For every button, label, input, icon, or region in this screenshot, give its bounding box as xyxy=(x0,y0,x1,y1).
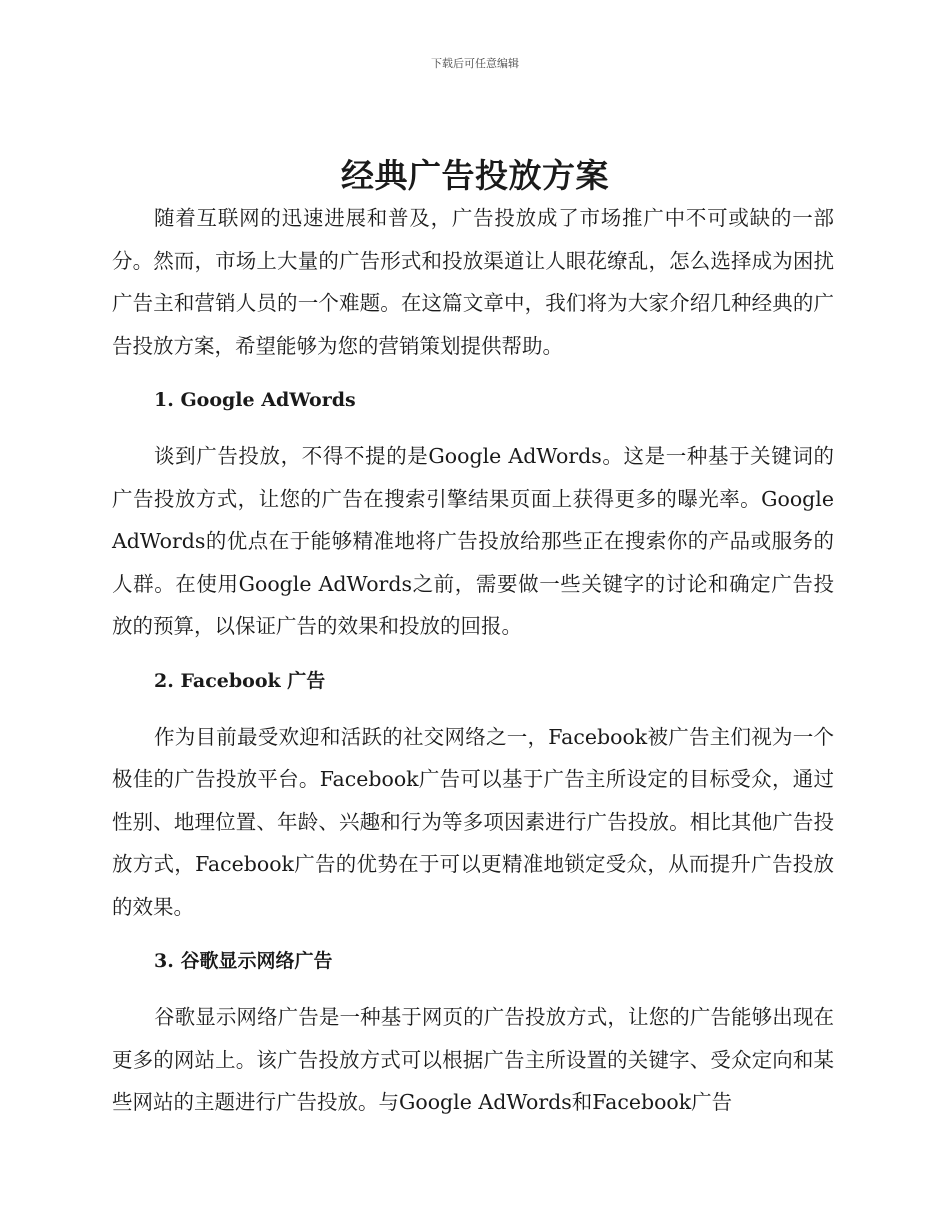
page-header-note: 下载后可任意编辑 xyxy=(431,57,519,70)
section-heading-google-adwords: 1. Google AdWords xyxy=(154,389,356,411)
section-body-facebook-ads: 作为目前最受欢迎和活跃的社交网络之一，Facebook被广告主们视为一个极佳的广告投放平台。Facebook广告可以基于广告主所设定的目标受众，通过性别、地理位置、年龄、兴趣和行为等多项因素进行广告投放。相比其他广告投放方式，Facebook广告的优势在于可以更精准地锁定受众，从而提升广告投放的效果。 xyxy=(112,724,834,919)
section-heading-facebook-ads: 2. Facebook 广告 xyxy=(154,669,326,692)
document-body xyxy=(112,197,834,1124)
section-heading-google-display-network: 3. 谷歌显示网络广告 xyxy=(154,950,333,972)
document-title: 经典广告投放方案 xyxy=(341,156,609,195)
section-body-google-display-network: 谷歌显示网络广告是一种基于网页的广告投放方式，让您的广告能够出现在更多的网站上。该广告投放方式可以根据广告主所设置的关键字、受众定向和某些网站的主题进行广告投放。与Google AdWords和Facebook广告 xyxy=(112,1005,834,1114)
section-body-google-adwords: 谈到广告投放，不得不提的是Google AdWords。这是一种基于关键词的广告投放方式，让您的广告在搜索引擎结果页面上获得更多的曝光率。Google AdWords的优点在于能够精准地将广告投放给那些正在搜索你的产品或服务的人群。在使用Google AdWords之前，需要做一些关键字的讨论和确定广告投放的预算，以保证广告的效果和投放的回报。 xyxy=(112,444,834,638)
intro-paragraph: 随着互联网的迅速进展和普及，广告投放成了市场推广中不可或缺的一部分。然而，市场上大量的广告形式和投放渠道让人眼花缭乱，怎么选择成为困扰广告主和营销人员的一个难题。在这篇文章中，我们将为大家介绍几种经典的广告投放方案，希望能够为您的营销策划提供帮助。 xyxy=(112,206,834,358)
